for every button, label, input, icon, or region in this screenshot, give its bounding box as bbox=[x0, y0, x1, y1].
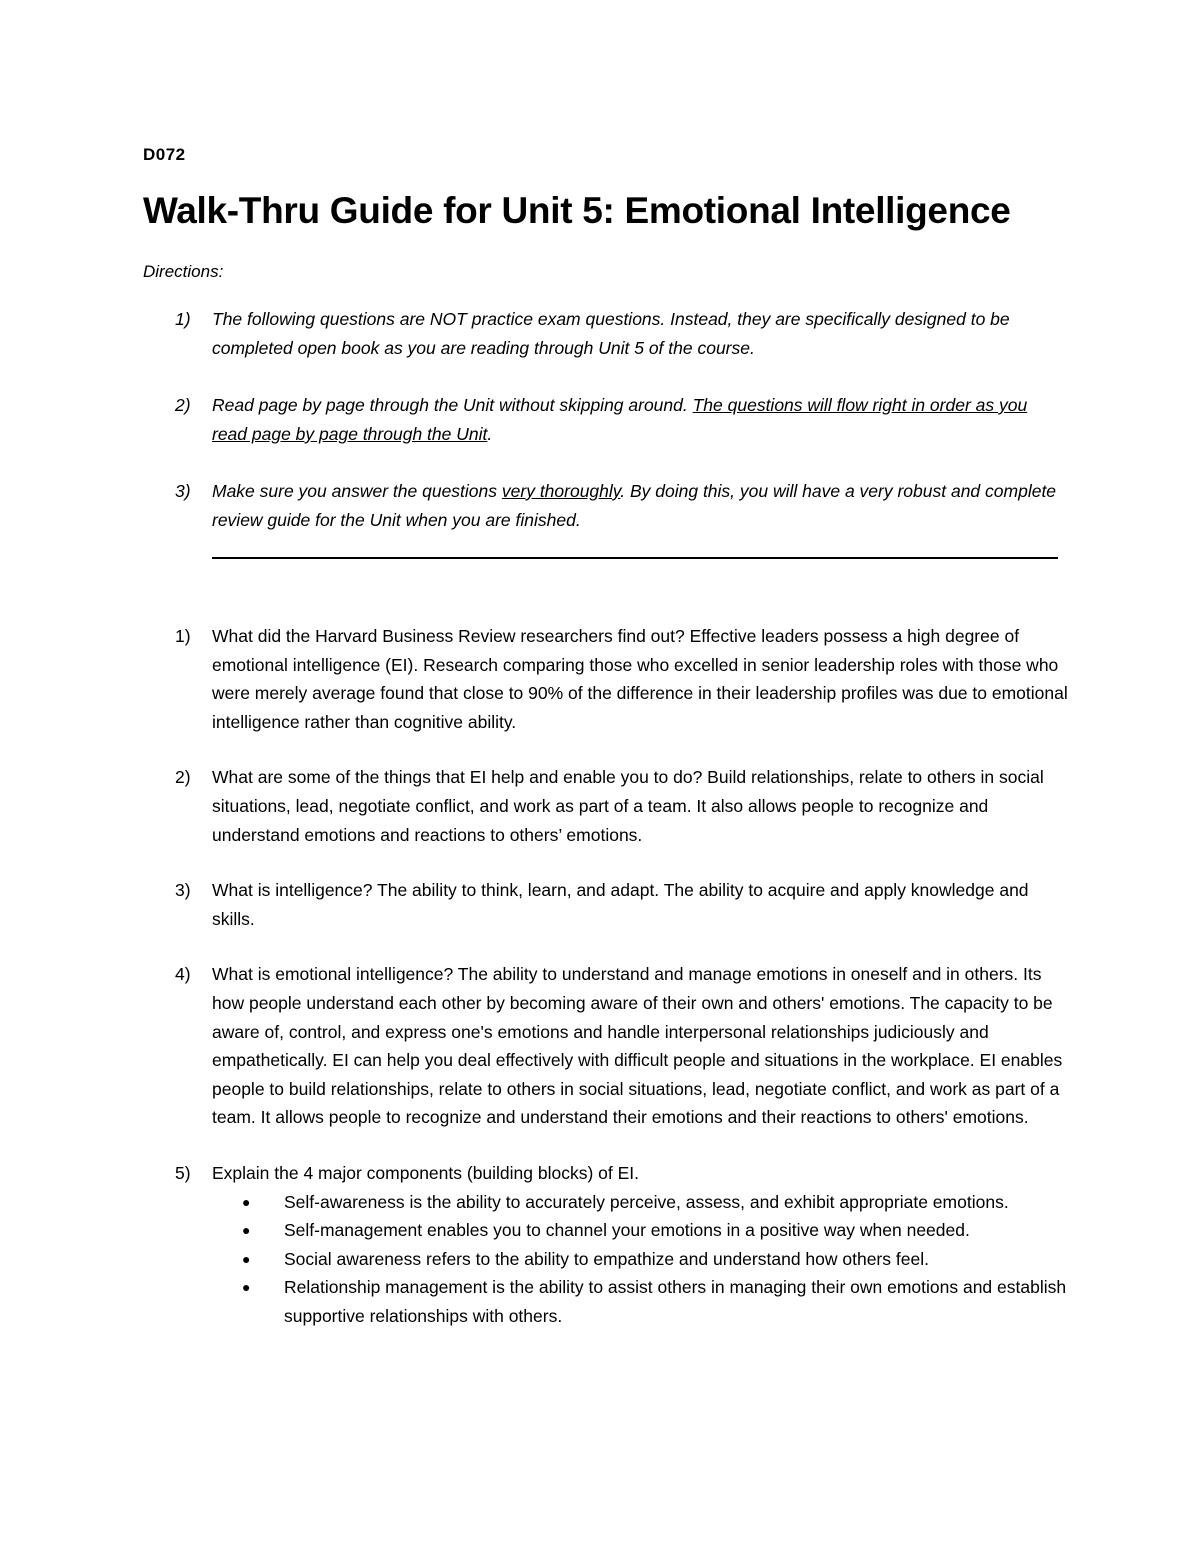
question-number: 5) bbox=[175, 1162, 191, 1183]
question-number: 4) bbox=[175, 964, 191, 985]
component-text: Self-management enables you to channel your emotions in a positive way when needed. bbox=[284, 1220, 970, 1241]
question-number: 3) bbox=[175, 880, 191, 901]
question-text: What did the Harvard Business Review researchers find out? Effective leaders possess a high degree of emotional intelligence (EI). Research comparing those who excelled in senior leadership roles with those who were merely average found that close to 90% of the difference in their leadership profiles was due to emotional intelligence rather than cognitive ability. bbox=[212, 626, 1068, 732]
component-bullet-item bbox=[212, 1216, 1073, 1245]
course-code: D072 bbox=[143, 145, 186, 164]
direction-item bbox=[143, 305, 1063, 363]
question-text: What is emotional intelligence? The ability to understand and manage emotions in oneself and in others. Its how people understand each other by becoming aware of their own and others' emotions. The capacity to be aware of, control, and express one's emotions and handle interpersonal relationships judiciously and empathetically. EI can help you deal effectively with difficult people and situations in the workplace. EI enables people to build relationships, relate to others in social situations, lead, negotiate conflict, and work as part of a team. It allows people to recognize and understand their emotions and their reactions to others' emotions. bbox=[212, 964, 1063, 1128]
question-item bbox=[143, 763, 1073, 849]
horizontal-divider bbox=[212, 557, 1058, 559]
component-bullet-item bbox=[212, 1273, 1073, 1330]
direction-text-end: . By doing this, you will have a very robust and complete review guide for the Unit when you are finished. bbox=[212, 481, 1057, 530]
question-text: Explain the 4 major components (building blocks) of EI. bbox=[212, 1162, 640, 1183]
question-item bbox=[143, 622, 1073, 736]
component-text: Social awareness refers to the ability to empathize and understand how others feel. bbox=[284, 1248, 929, 1269]
direction-number: 2) bbox=[175, 395, 191, 415]
direction-text: The following questions are NOT practice exam questions. Instead, they are specifically designed to be completed open book as you are reading through Unit 5 of the course. bbox=[212, 309, 1010, 358]
question-number: 2) bbox=[175, 767, 191, 788]
direction-number: 1) bbox=[175, 309, 191, 329]
directions-label: Directions: bbox=[143, 262, 224, 281]
question-text: What is intelligence? The ability to think, learn, and adapt. The ability to acquire and apply knowledge and skills. bbox=[212, 880, 1029, 929]
component-bullet-item bbox=[212, 1188, 1073, 1217]
direction-text: Read page by page through the Unit without skipping around. bbox=[212, 395, 693, 415]
component-bullet-item bbox=[212, 1245, 1073, 1274]
page-title: Walk-Thru Guide for Unit 5: Emotional Intelligence bbox=[143, 190, 1011, 231]
bullet-icon: ● bbox=[242, 1279, 251, 1296]
direction-text-end: . bbox=[487, 424, 493, 444]
bullet-icon: ● bbox=[242, 1222, 251, 1239]
question-text: What are some of the things that EI help and enable you to do? Build relationships, relate to others in social situations, lead, negotiate conflict, and work as part of a team. It also allows people to recognize and understand emotions and reactions to others’ emotions. bbox=[212, 767, 1044, 845]
question-item bbox=[143, 960, 1073, 1132]
direction-number: 3) bbox=[175, 481, 191, 501]
questions-list bbox=[143, 622, 1073, 1357]
component-text: Self-awareness is the ability to accurately perceive, assess, and exhibit appropriate emotions. bbox=[284, 1191, 1009, 1212]
bullet-icon: ● bbox=[242, 1250, 251, 1267]
component-text: Relationship management is the ability to assist others in managing their own emotions and establish supportive relationships with others. bbox=[284, 1277, 1067, 1326]
direction-underlined-text: very thoroughly bbox=[501, 481, 621, 501]
question-number: 1) bbox=[175, 626, 191, 646]
question-item bbox=[143, 876, 1073, 933]
direction-item bbox=[143, 477, 1063, 535]
question-item bbox=[143, 1159, 1073, 1331]
directions-list bbox=[143, 305, 1063, 563]
bullet-icon: ● bbox=[242, 1193, 251, 1210]
direction-text: Make sure you answer the questions bbox=[212, 481, 502, 501]
direction-underlined-text: The questions will flow right in order as you read page by page through the Unit bbox=[212, 395, 1028, 444]
component-bullet-list bbox=[212, 1188, 1073, 1331]
direction-item bbox=[143, 391, 1063, 449]
